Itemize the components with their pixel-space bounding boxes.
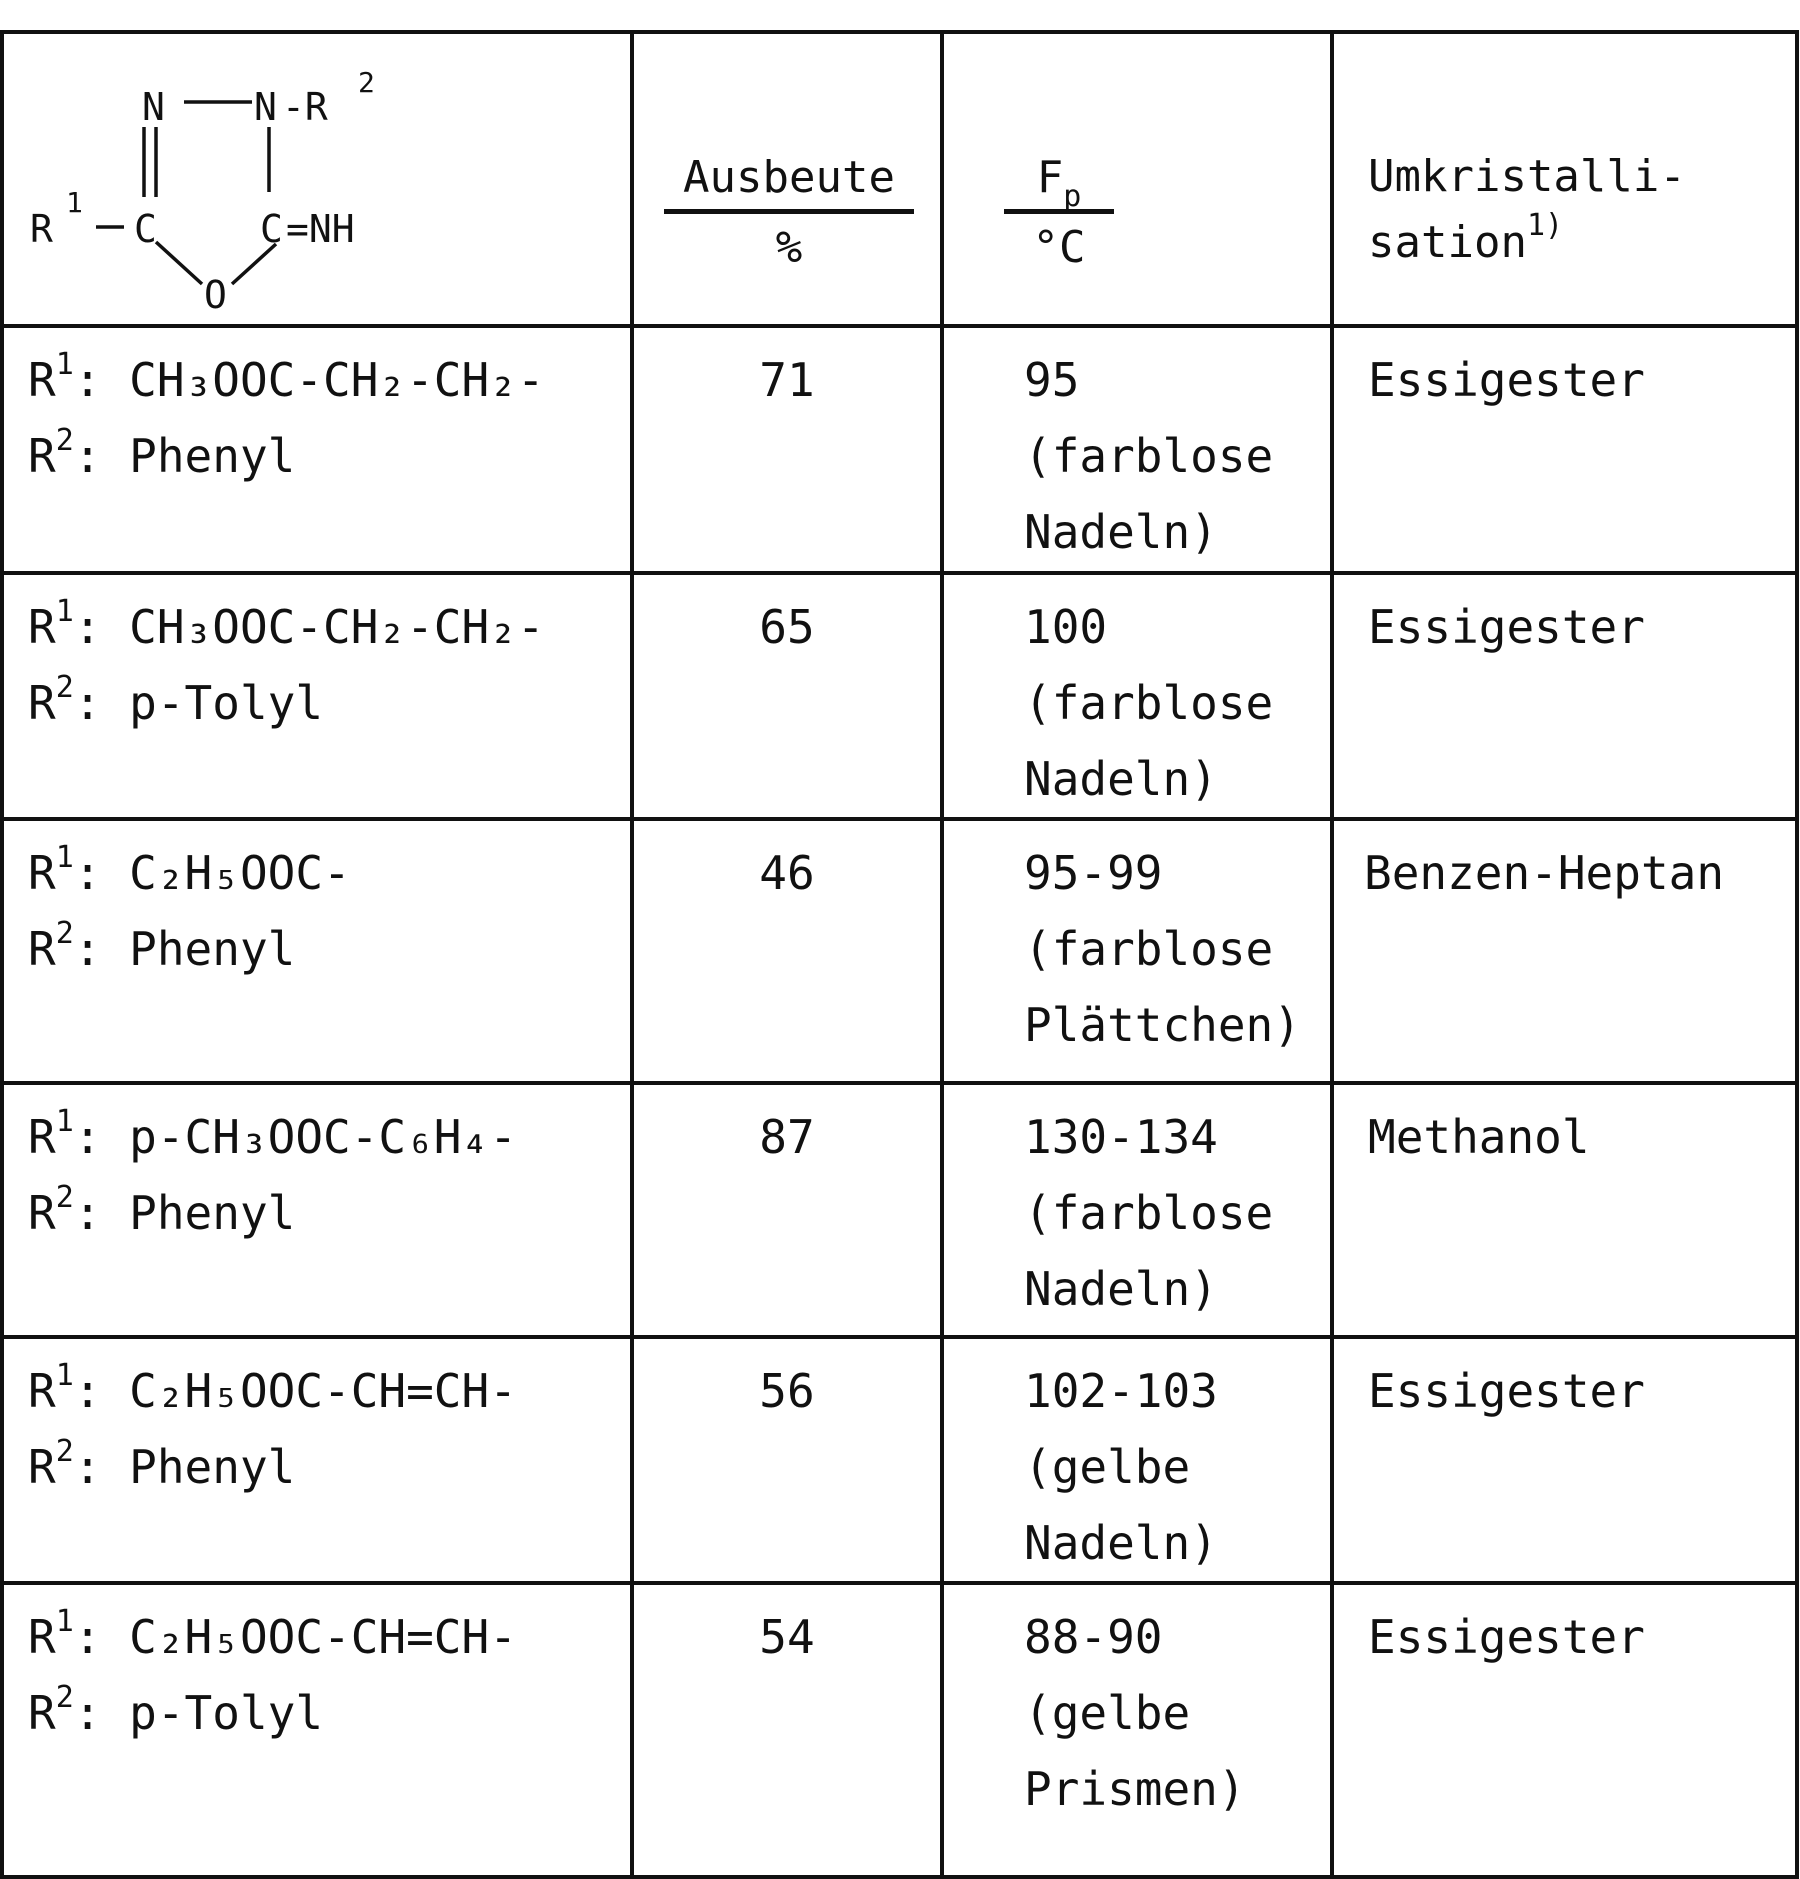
table-row (2, 819, 1797, 1083)
table-row (2, 1337, 1797, 1583)
recryst-header-line2: sation (1368, 217, 1527, 268)
r2-value: p-Tolyl (129, 676, 324, 730)
r2-label: -R (282, 85, 328, 129)
yield-value: 54 (759, 1610, 815, 1664)
r1-label: R (30, 207, 53, 251)
mp-value: 102-103 (gelbe Nadeln) (1024, 1364, 1218, 1570)
mp-header-top: $F_p$ (1036, 152, 1082, 214)
r1-sup: 1 (66, 186, 83, 219)
substituent-cell: $R^1$: C₂H₅OOC-CH=CH- $R^2$: Phenyl (28, 1358, 517, 1494)
solvent-value: Benzen-Heptan (1364, 846, 1725, 900)
mp-value: 95-99 (farblose Plättchen) (1024, 846, 1301, 1052)
solvent-value: Essigester (1368, 1610, 1645, 1664)
atom-n1: N (142, 85, 165, 129)
r1-value: p-CH₃OOC-C₆H₄- (129, 1110, 517, 1164)
structure-drawing (24, 52, 584, 312)
header-yield-cell (632, 32, 942, 326)
r1-value: C₂H₅OOC-CH=CH- (129, 1610, 517, 1664)
mp-header-unit: °C (1032, 222, 1086, 273)
recryst-header-line1: Umkristalli- (1368, 151, 1686, 202)
atom-c1: C (134, 207, 157, 251)
substituent-cell: $R^1$: CH₃OOC-CH₂-CH₂- $R^2$: Phenyl (28, 347, 545, 483)
r2-value: Phenyl (129, 922, 296, 976)
yield-value: 56 (759, 1364, 815, 1418)
header-recryst-cell (1332, 32, 1797, 326)
mp-value: 130-134 (farblose Nadeln) (1024, 1110, 1274, 1316)
r2-value: Phenyl (129, 1186, 296, 1240)
solvent-value: Essigester (1368, 600, 1645, 654)
mp-value: 100 (farblose Nadeln) (1024, 600, 1274, 806)
oxadiazole-structure (24, 52, 584, 312)
r2-value: Phenyl (129, 429, 296, 483)
r2-sup: 2 (358, 66, 375, 99)
substituent-cell: $R^1$: p-CH₃OOC-C₆H₄- $R^2$: Phenyl (28, 1104, 517, 1240)
solvent-value: Methanol (1368, 1110, 1590, 1164)
imine-label: =NH (286, 207, 355, 251)
header-structure-cell (2, 32, 632, 326)
substituent-cell: $R^1$: C₂H₅OOC-CH=CH- $R^2$: p-Tolyl (28, 1604, 517, 1740)
table-row (2, 1083, 1797, 1337)
r1-value: C₂H₅OOC- (129, 846, 351, 900)
yield-value: 71 (759, 353, 815, 407)
atom-c2: C (260, 207, 283, 251)
recryst-header (1368, 144, 1686, 276)
fraction-bar (664, 209, 914, 214)
mp-header (1004, 152, 1114, 273)
r1-value: CH₃OOC-CH₂-CH₂- (129, 353, 545, 407)
solvent-value: Essigester (1368, 1364, 1645, 1418)
atom-o: O (204, 273, 227, 312)
atom-n2: N (254, 85, 277, 129)
r2-value: Phenyl (129, 1440, 296, 1494)
yield-header-unit: % (775, 222, 803, 273)
solvent-value: Essigester (1368, 353, 1645, 407)
fraction-bar (1004, 209, 1114, 214)
substituent-cell: $R^1$: CH₃OOC-CH₂-CH₂- $R^2$: p-Tolyl (28, 594, 545, 730)
table-row (2, 573, 1797, 819)
r1-value: C₂H₅OOC-CH=CH- (129, 1364, 517, 1418)
yield-value: 87 (759, 1110, 815, 1164)
compound-table (0, 30, 1799, 1879)
substituent-cell: $R^1$: C₂H₅OOC- $R^2$: Phenyl (28, 840, 351, 976)
mp-header-sub: p (1063, 179, 1082, 214)
r1-value: CH₃OOC-CH₂-CH₂- (129, 600, 545, 654)
header-mp-cell (942, 32, 1332, 326)
yield-header-top: Ausbeute (683, 152, 895, 203)
yield-value: 46 (759, 846, 815, 900)
recryst-footnote: 1) (1526, 208, 1564, 243)
table-row (2, 1583, 1797, 1877)
yield-value: 65 (759, 600, 815, 654)
mp-value: 88-90 (gelbe Prismen) (1024, 1610, 1246, 1816)
table-header-row (2, 32, 1797, 326)
yield-header (664, 152, 914, 273)
bond-c-o (156, 242, 202, 284)
mp-value: 95 (farblose Nadeln) (1024, 353, 1274, 559)
table-row (2, 326, 1797, 573)
r2-value: p-Tolyl (129, 1686, 324, 1740)
